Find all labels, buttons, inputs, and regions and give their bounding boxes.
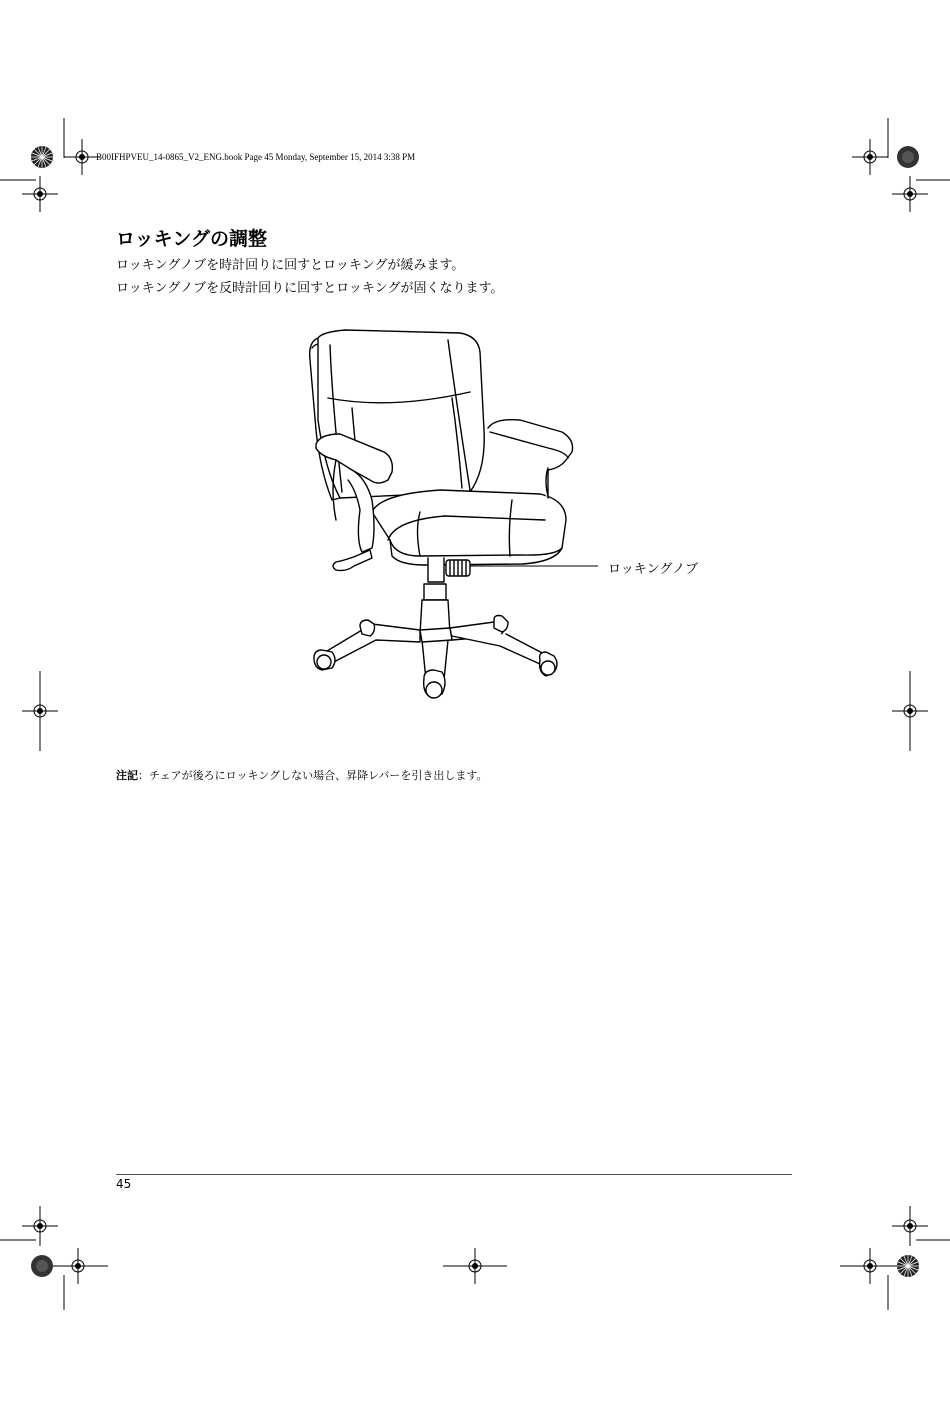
note-label: 注記: [116, 769, 138, 782]
note-separator: ：: [138, 769, 149, 782]
tilt-knob-callout-label: ロッキングノブ: [608, 562, 699, 577]
page-number: 45: [116, 1177, 132, 1191]
office-chair-illustration: [310, 330, 573, 698]
instruction-line-counterclockwise: ロッキングノブを反時計回りに回すとロッキングが固くなります。: [116, 281, 504, 296]
print-slug: B00IFHPVEU_14-0865_V2_ENG.book Page 45 Monday, September 15, 2014 3:38 PM: [96, 152, 416, 162]
footer-rule: [116, 1174, 792, 1175]
section-title: ロッキングの調整: [116, 228, 268, 250]
note-text: チェアが後ろにロッキングしない場合、昇降レバーを引き出します。: [149, 769, 488, 782]
crosshair-icon: [22, 139, 928, 1284]
registration-disk-icon: [31, 146, 919, 1277]
instruction-line-clockwise: ロッキングノブを時計回りに回すとロッキングが緩みます。: [116, 258, 465, 273]
note: [116, 767, 487, 783]
